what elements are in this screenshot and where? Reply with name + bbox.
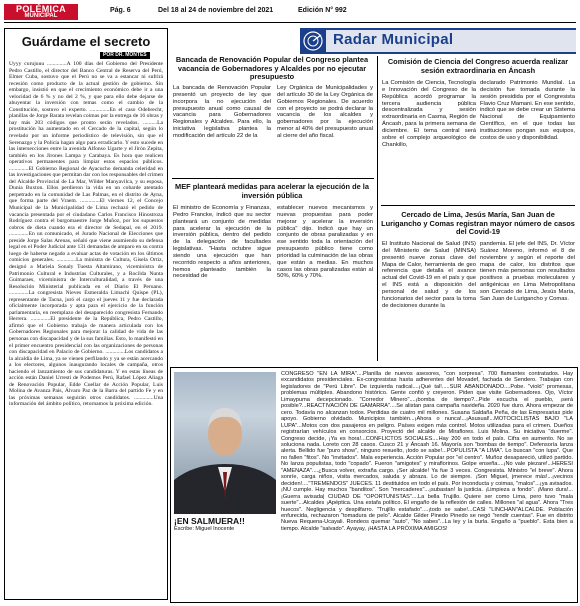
secret-body: Uyyy curujuuu ..............A 100 días del Gobierno del Presidente Pedro Castillo, el director del Banco Central de Reserva del Perú, Elmer Cuba, sostuvo que el Perú no se va a estancar ni sufrirá recesión como producto de la actual gestión de gobierno. Sin embargo, insistió en que el crecimiento económico debe ir a una velocidad de 6 % y no del 2 %, y que para ello debe dejarse de ahuyentar la inversión con temas como el cambio de la Constitución, sostuvo el experto. ..............En el caso Odebrecht, planillas de Jorge Barata revelan coimas por la entrega de 16 obras y hay más 203 códigos que pronto serán revelados. ..........La prostitución ha aumentado en el Cercado de la capital, según lo revelado por un informe periodístico de televisión, sin que el Serenazgo y la Policía hagan algo para erradicarlo. Y esto sucede en las intersecciones entre la avenida Alfonso Ugarte y el Jirón Zepita, también en los Jirones Lampa y Carabaya. Es hora que realicen operativos permanentes para limpiar estos espacios públicos. ..............El Gobierno Regional de Ayacucho demanda celeridad en las investigaciones que permitan dar con los responsables del crimen del Alcalde Provincial de La Mar, Wilder Manyavilca, y su esposa, Dunia Buxton. Ellos perdieron la vida en un cobarde atentado perpetrado en la comunidad de Las Palmas, en el distrito de Ayna, que forma parte del Vraem. ..............El viernes 12, el Concejo Municipal de la Municipalidad de Lima rechazó el pedido de vacancia presentada por el ciudadano Carlos Francisco Hinostroza Rodríguez contra el burgomaestre Jorge Muñoz, por los supuestos cobros de dieta cuando era el director de Sedapal, en el 2019. ..............En un comunicado, el Jurado Nacional de Elecciones que preside Jorge Salas Arenas, señaló que viene asumiendo su defensa legal en el Poder Judicial ante 131 demandas de amparo en su contra luego de haberse negado a evaluar actas de votación en los últimos comicios generales. ..............La ministra de Cultura, Gisela Ortiz, designó a Mariela Sonaly Tuesta Altamirano, viceministra de Patrimonio Cultural e Industrias Culturales, y a Rocilda Nunta Guimaraes, viceministra de Interculturalidad, a través de una Resolución Ministerial publicada en el Diario El Peruano. ..............La congresista Nieves Esmeralda Limachi Quispe (PL), representante de Tacna, juró el cargo el jueves 11 y fue declarada oficialmente incorporada y apta para el ejercicio de la función parlamentaria, en reemplazo del desaparecido congresista Fernando Herrera. ..............El presidente de la República, Pedro Castillo, afirmó que el Gobierno trabaja de manera articulada con los Gobernadores Regionales para mejorar la calidad de vida de las personas con discapacidad y de la sus familias. Esto, lo manifestó en el primer encuentro presidencial con las organizaciones de personas con discapacidad en Palacio de Gobierno. ..............Los candidatos a la alcaldía de Lima, ya se vienen perfilando y ya se están acercando a los electores, algunos inaugurando locales de campaña, otros haciendo el lanzamiento de sus candidaturas. Y en estas líneas de acción están Daniel Urresti de Podemos Perú, Rafael López Aliaga de Renovación Popular, Edde Cuellar de Acción Popular, Luis Molina de Avanza País, Álvaro Paz de la Barra del partido Fe y en las próximas semanas seguirán otros candidatos. ..............Una información del ámbito político, retornamos la próxima edición. (9, 61, 163, 408)
article-covid-col2: pandemia. El jefe del INS, Dr. Víctor Suárez Moreno, informó el 8 de noviembre y según el reporte del mapa de calor, los distritos que tienen más personas con resultados positivos a pruebas moleculares y antigénicas en Lima Metropolitana son Cercado de Lima, Jesús María, San Juan de Lurigancho y Comas. (480, 241, 575, 302)
logo-top-text: POLÉMICA (16, 4, 66, 14)
article-renovacion-title: Bancada de Renovación Popular del Congreso plantea vacancia de Gobernadores y Alcaldes por no ejecutar presupuesto (175, 55, 369, 81)
issue-date: Del 18 al 24 de noviembre del 2021 (158, 7, 274, 14)
edition-number: Edición N° 992 (298, 7, 347, 14)
radar-icon (300, 28, 326, 54)
article-covid-title: Cercado de Lima, Jesús María, San Juan de Lurigancho y Comas registran mayor número de casos del Covid-19 (381, 210, 575, 236)
article-divider (381, 205, 575, 206)
secret-column (4, 28, 168, 600)
article-divider (172, 178, 374, 179)
secret-title: Guárdame el secreto (21, 34, 151, 49)
header-divider (4, 22, 576, 23)
page-number: Pág. 6 (110, 7, 131, 14)
article-mef-col1: El ministro de Economía y Finanzas, Pedro Francke, indicó que su sector planteará un conjunto de medidas para acelerar la ejecución de la inversión pública, dentro del pedido de la delegación de facultades legislativas. "Hasta octubre sigue siendo una ejecución que han recorrido respecto a años anteriores, hemos planteado también la necesidad de (173, 205, 271, 280)
logo-bottom-text: MUNICIPAL (24, 13, 58, 19)
article-ciencia-col1: La Comisión de Ciencia, Tecnología e Innovación del Congreso de la República acordó programar la tercera audiencia pública descentralizada y sesión extraordinaria en Casma, Región de Áncash, para la primera semana de diciembre. El tema central será sobre el complejo arqueológico de Chankillo, (382, 80, 476, 148)
feature-caption (174, 516, 276, 544)
secret-byline: POR DR. MONTES (100, 52, 150, 59)
newspaper-logo (4, 4, 78, 20)
section-title: Radar Municipal (333, 31, 454, 48)
page-header (0, 0, 580, 22)
article-mef-col2: establecer nuevos mecanismos y nuevas propuestas para poder mejorar y acelerar la inversión pública" dijo. Indicó que hay un conjunto de obras paralizadas y en ese sentido toda la orientación del presupuesto público tiene como prioridad la culminación de las obras que están a medias. En muchos casos las obras paralizadas están al 50%, 60% y 70%. (277, 205, 373, 280)
article-ciencia-col2: declarado Patrimonio Mundial. La decisión fue tomada durante la sesión presidida por el Congresista Flavio Cruz Mamani. En ese sentido, indicó que se debe crear un Sistema Nacional de Equipamiento Científico, en el que todas las instituciones pongan sus equipos, costos de uso y disponibilidad. (480, 80, 575, 141)
feature-caption-byline: Escribe: Miguel Inocente (174, 526, 235, 532)
article-renovacion-col1: La bancada de Renovación Popular presentó un proyecto de ley que incorpora la no ejecución del presupuesto anual como causal de vacancia para Gobernadores Regionales y Alcaldes. Para ello, la iniciativa legislativa plantea la modificación del artículo 22 de la (173, 85, 271, 139)
feature-caption-title: ¡EN SALMUERA!! (174, 516, 245, 526)
article-renovacion-col2: Ley Orgánica de Municipalidades y del artículo 30 de la Ley Orgánica de Gobiernos Regionales. De acuerdo con el proyecto se podrá declarar la vacancia de los alcaldes y gobernadores por la ejecución menor al 40% del presupuesto anual al cierre del año fiscal. (277, 85, 373, 139)
column-divider (377, 56, 378, 361)
feature-body: CONGRESO "EN LA MIRA"....Planilla de nuevos asesores, "con sorpresa". 700 flamantes contratados. Hay excandidatos presidenciales. Ex-congresistas hasta adherentes del Movadef, fachada de Sendero. Trabajan con legisladores de "Perú Libre". De izquierda radical....¡Qué tal!.....SUR ABANDONADO....Pobe. "violó" promesas, problemas múltiples. Abandono histórico. Gente confió y creyeron. Piden que visite Gobernadores. Ojo, Víctor Limaypuma decepcionado. "Corredor Minero"....¡bomba de tiempo?...Pide escucha el pueblo, ¡será posible?...REACTIVACIÓN DE GAMARRA"....Se alistan para campaña navideña. 2020 fue duro. Ahora empezar de cero. Todavía no alcanzan todos. Perdidas de cuatro mil millones. Susana Saldaña Peña, de las Empresarias pide apoyo. Gobierno olvidado. Municipios también...¡Ahora o nunca!...¡Asusual!...MOTOCICLISTAS BAJO "LA LUPA"...Motos con dos pasajeros en peligro. Países exigen más control. Motos utilizadas para el crimen. Dueños registrarían vehículos en consorcios. Proyectó del alcalde de Miraflores. Luis Molina. Su iniciativa "duerme". Congreso decide, ¡Ya es hora!...CONFLICTOS SOCIALES....Hay 200 en todo el país. Cifra en aumento. No se soluciona nada. Loreto con 28 casos. Cusco 21 y Áncash 16. Mayoría son "bombas de tiempo". Defensoría lanza alerta. Bellido fue "puro show", ninguno resuelto, ¡todo se sabe!...POPULISTA "A LIMA". Lo buscan "con lupa". Que no fallen "fitos". No "invitados". Mala experiencia. Acción Popular por "el centro". Muñoz desapareció, utilizó partido. No lanza populistas, todo "copado". Fueron "amigotes" y miraflorinos. Golpe enseña....¡No vale piezare!...HERESI "AMENAZA"....¿Busca volver, extraña cargo. ¡Ser alcalde! Ya fue 3 veces. Congresista. Ministro "el breve". Ahora sonríe, carga niños, visita mercados, saluda y abraza. Lo de siempre. ¡Son Miguel, jmerece más!...¡vecinos deciden!...."TREMENDOS" JUECES. 11 destituidos en todo el país. Por inconducta y coimas, "malos"...¡ya avisados. ¡NU cumple. Hay muchos "banditos". Son "mercaderes"...¡subastan! la justicia. ¡Limpieza a fondo". ¡Mano dura!...¡Guerra avisada| CIUDAD DE "OPORTUNISTAS"....La bella Trujillo. Quiere ser como Lima, pero tuvo "mala suerte"...Alcaldes ¡Apéptica. Una estafa político. El engaño de la reflexión de calles. Millones "al agua". Ahora "Tres huecos". Negligencia y despilfarro. "Trujillo estafado"....¡todo se sabe!...CASI "LINCHAN"ALCALDE. Población enfurecida, rechazaron "tomadura de pelo". Alcalde Gilder Pinedo Pinedo se negó "rendir cuentas". Fue en distrito Nueva Requena-Ucayali. Rondeos quemar "auto", "No sabes"...La ley y la burla. Engaño a "pueblo". Esta bien a tiempo. Alcalde "salvado". Ayayay, ¡HASTA LA PRÓXIMA AMIGOS! (281, 371, 573, 532)
article-ciencia-title: Comisión de Ciencia del Congreso acuerda realizar sesión extraordinaria en Áncash (387, 57, 569, 75)
article-covid-col1: El Instituto Nacional de Salud (INS) del Ministerio de Salud (MINSA) presentó nueve zonas clave del Mapa de Calor, herramienta de geo referencia que detalla el avance actual del Covid-19 en el país y que el INS está a disposición del personal de salud y de los funcionarios del sector para la toma de decisiones durante la (382, 241, 476, 309)
article-mef-title: MEF planteará medidas para acelerar la ejecución de la inversión pública (175, 182, 369, 200)
columnist-photo (174, 372, 276, 514)
